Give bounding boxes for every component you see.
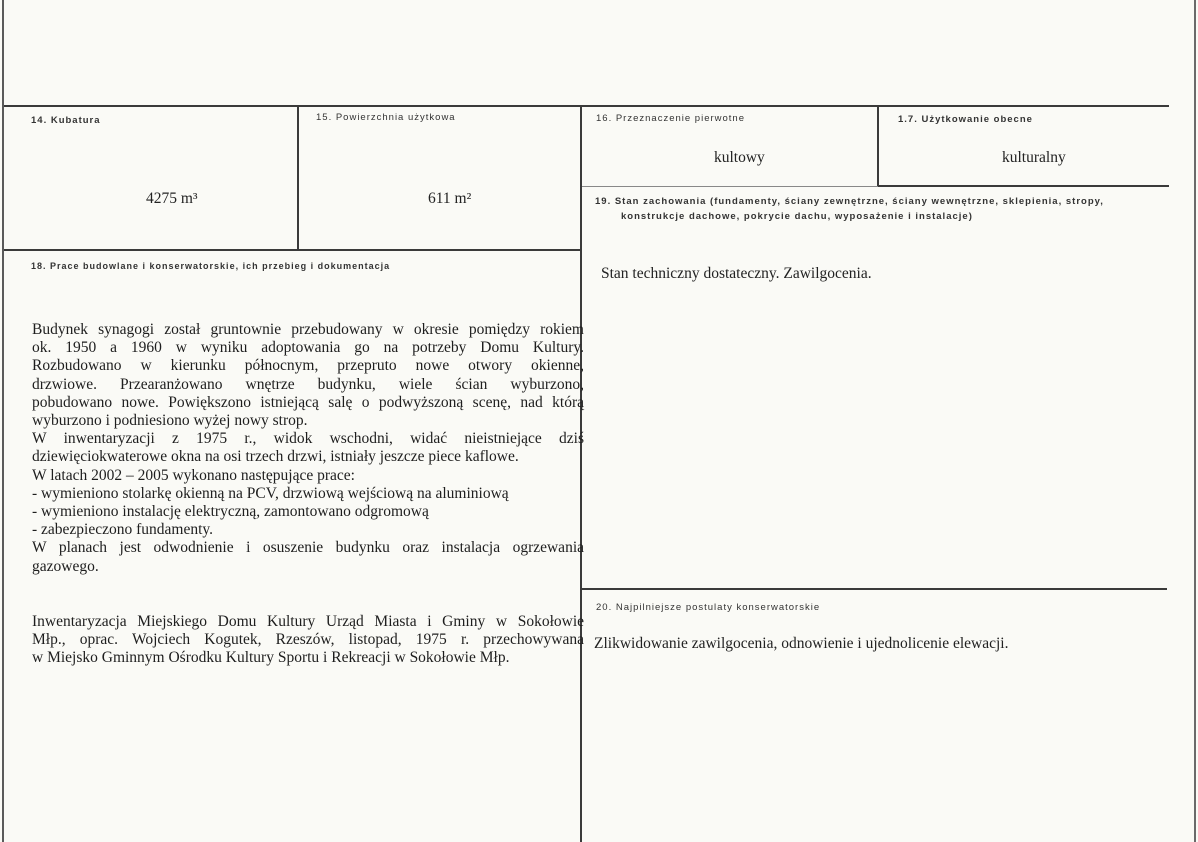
field-14-value: 4275 m³ [146,190,198,207]
field-19-label-line-1: 19. Stan zachowania (fundamenty, ściany zewnętrzne, ściany wewnętrzne, sklepienia, stropy, [595,196,1104,207]
field-18-line: W inwentaryzacji z 1975 r., widok wschodni, widać nieistniejące dziś [32,430,584,448]
field-18-line: ok. 1950 a 1960 w wyniku adoptowania go na potrzeby Domu Kultury. [32,339,584,357]
documentation-line: w Miejsko Gminnym Ośrodku Kultury Sportu i Rekreacji w Sokołowie Młp. [32,649,510,667]
card-left-edge [2,0,4,842]
field-18-line: pobudowano nowe. Powiększono istniejącą salę o podwyższoną scenę, nad którą [32,393,584,411]
card-right-edge [1194,0,1196,842]
divider-19-bottom [580,588,1167,590]
field-18-documentation [32,613,584,668]
field-15-value: 611 m² [428,190,472,207]
divider-17-bottom [878,185,1169,187]
field-18-line: Rozbudowano w kierunku północnym, przepruto nowe otwory okienne, [32,357,584,375]
field-18-line: wyburzono i podniesiono wyżej nowy strop. [32,412,308,430]
field-18-line: Budynek synagogi został gruntownie przebudowany w okresie pomiędzy rokiem [32,321,584,338]
divider-top [4,105,1169,107]
field-17-label: 1.7. Użytkowanie obecne [898,114,1033,125]
field-17-value: kulturalny [1002,149,1066,166]
field-20-value: Zlikwidowanie zawilgocenia, odnowienie i ujednolicenie elewacji. [594,635,1009,652]
field-18-line: drzwiowe. Przearanżowano wnętrze budynku, wiele ścian wyburzono, [32,375,584,393]
field-19-value: Stan techniczny dostateczny. Zawilgocenia. [601,265,872,282]
documentation-line: Młp., oprac. Wojciech Kogutek, Rzeszów, listopad, 1975 r. przechowywana [32,631,584,649]
field-18-text [32,321,584,576]
field-18-label: 18. Prace budowlane i konserwatorskie, ich przebieg i dokumentacja [31,261,391,271]
divider-16-bottom [580,186,878,187]
field-18-line: W latach 2002 – 2005 wykonano następujące prace: [32,466,355,484]
field-16-value: kultowy [714,149,765,166]
divider-16-17 [877,105,879,186]
field-18-line: gazowego. [32,557,99,575]
field-14-label: 14. Kubatura [31,115,101,126]
documentation-line: Inwentaryzacja Miejskiego Domu Kultury Urząd Miasta i Gminy w Sokołowie [32,613,584,630]
field-18-line: dziewięciokwaterowe okna na osi trzech drzwi, istniały jeszcze piece kaflowe. [32,448,519,466]
field-19-label [595,194,1165,224]
field-19-label-line-2: konstrukcje dachowe, pokrycie dachu, wyposażenie i instalacje) [621,211,973,222]
field-18-line: W planach jest odwodnienie i osuszenie budynku oraz instalacja ogrzewania [32,539,584,557]
divider-14-15 [297,105,299,250]
field-18-line: - wymieniono stolarkę okienną na PCV, drzwiową wejściową na aluminiową [32,484,509,502]
divider-15-bottom [4,249,581,251]
field-15-label: 15. Powierzchnia użytkowa [316,112,456,123]
field-18-line: - wymieniono instalację elektryczną, zamontowano odgromową [32,503,429,521]
field-16-label: 16. Przeznaczenie pierwotne [596,113,745,124]
field-20-label: 20. Najpilniejsze postulaty konserwatorskie [596,602,821,613]
field-18-line: - zabezpieczono fundamenty. [32,521,214,539]
